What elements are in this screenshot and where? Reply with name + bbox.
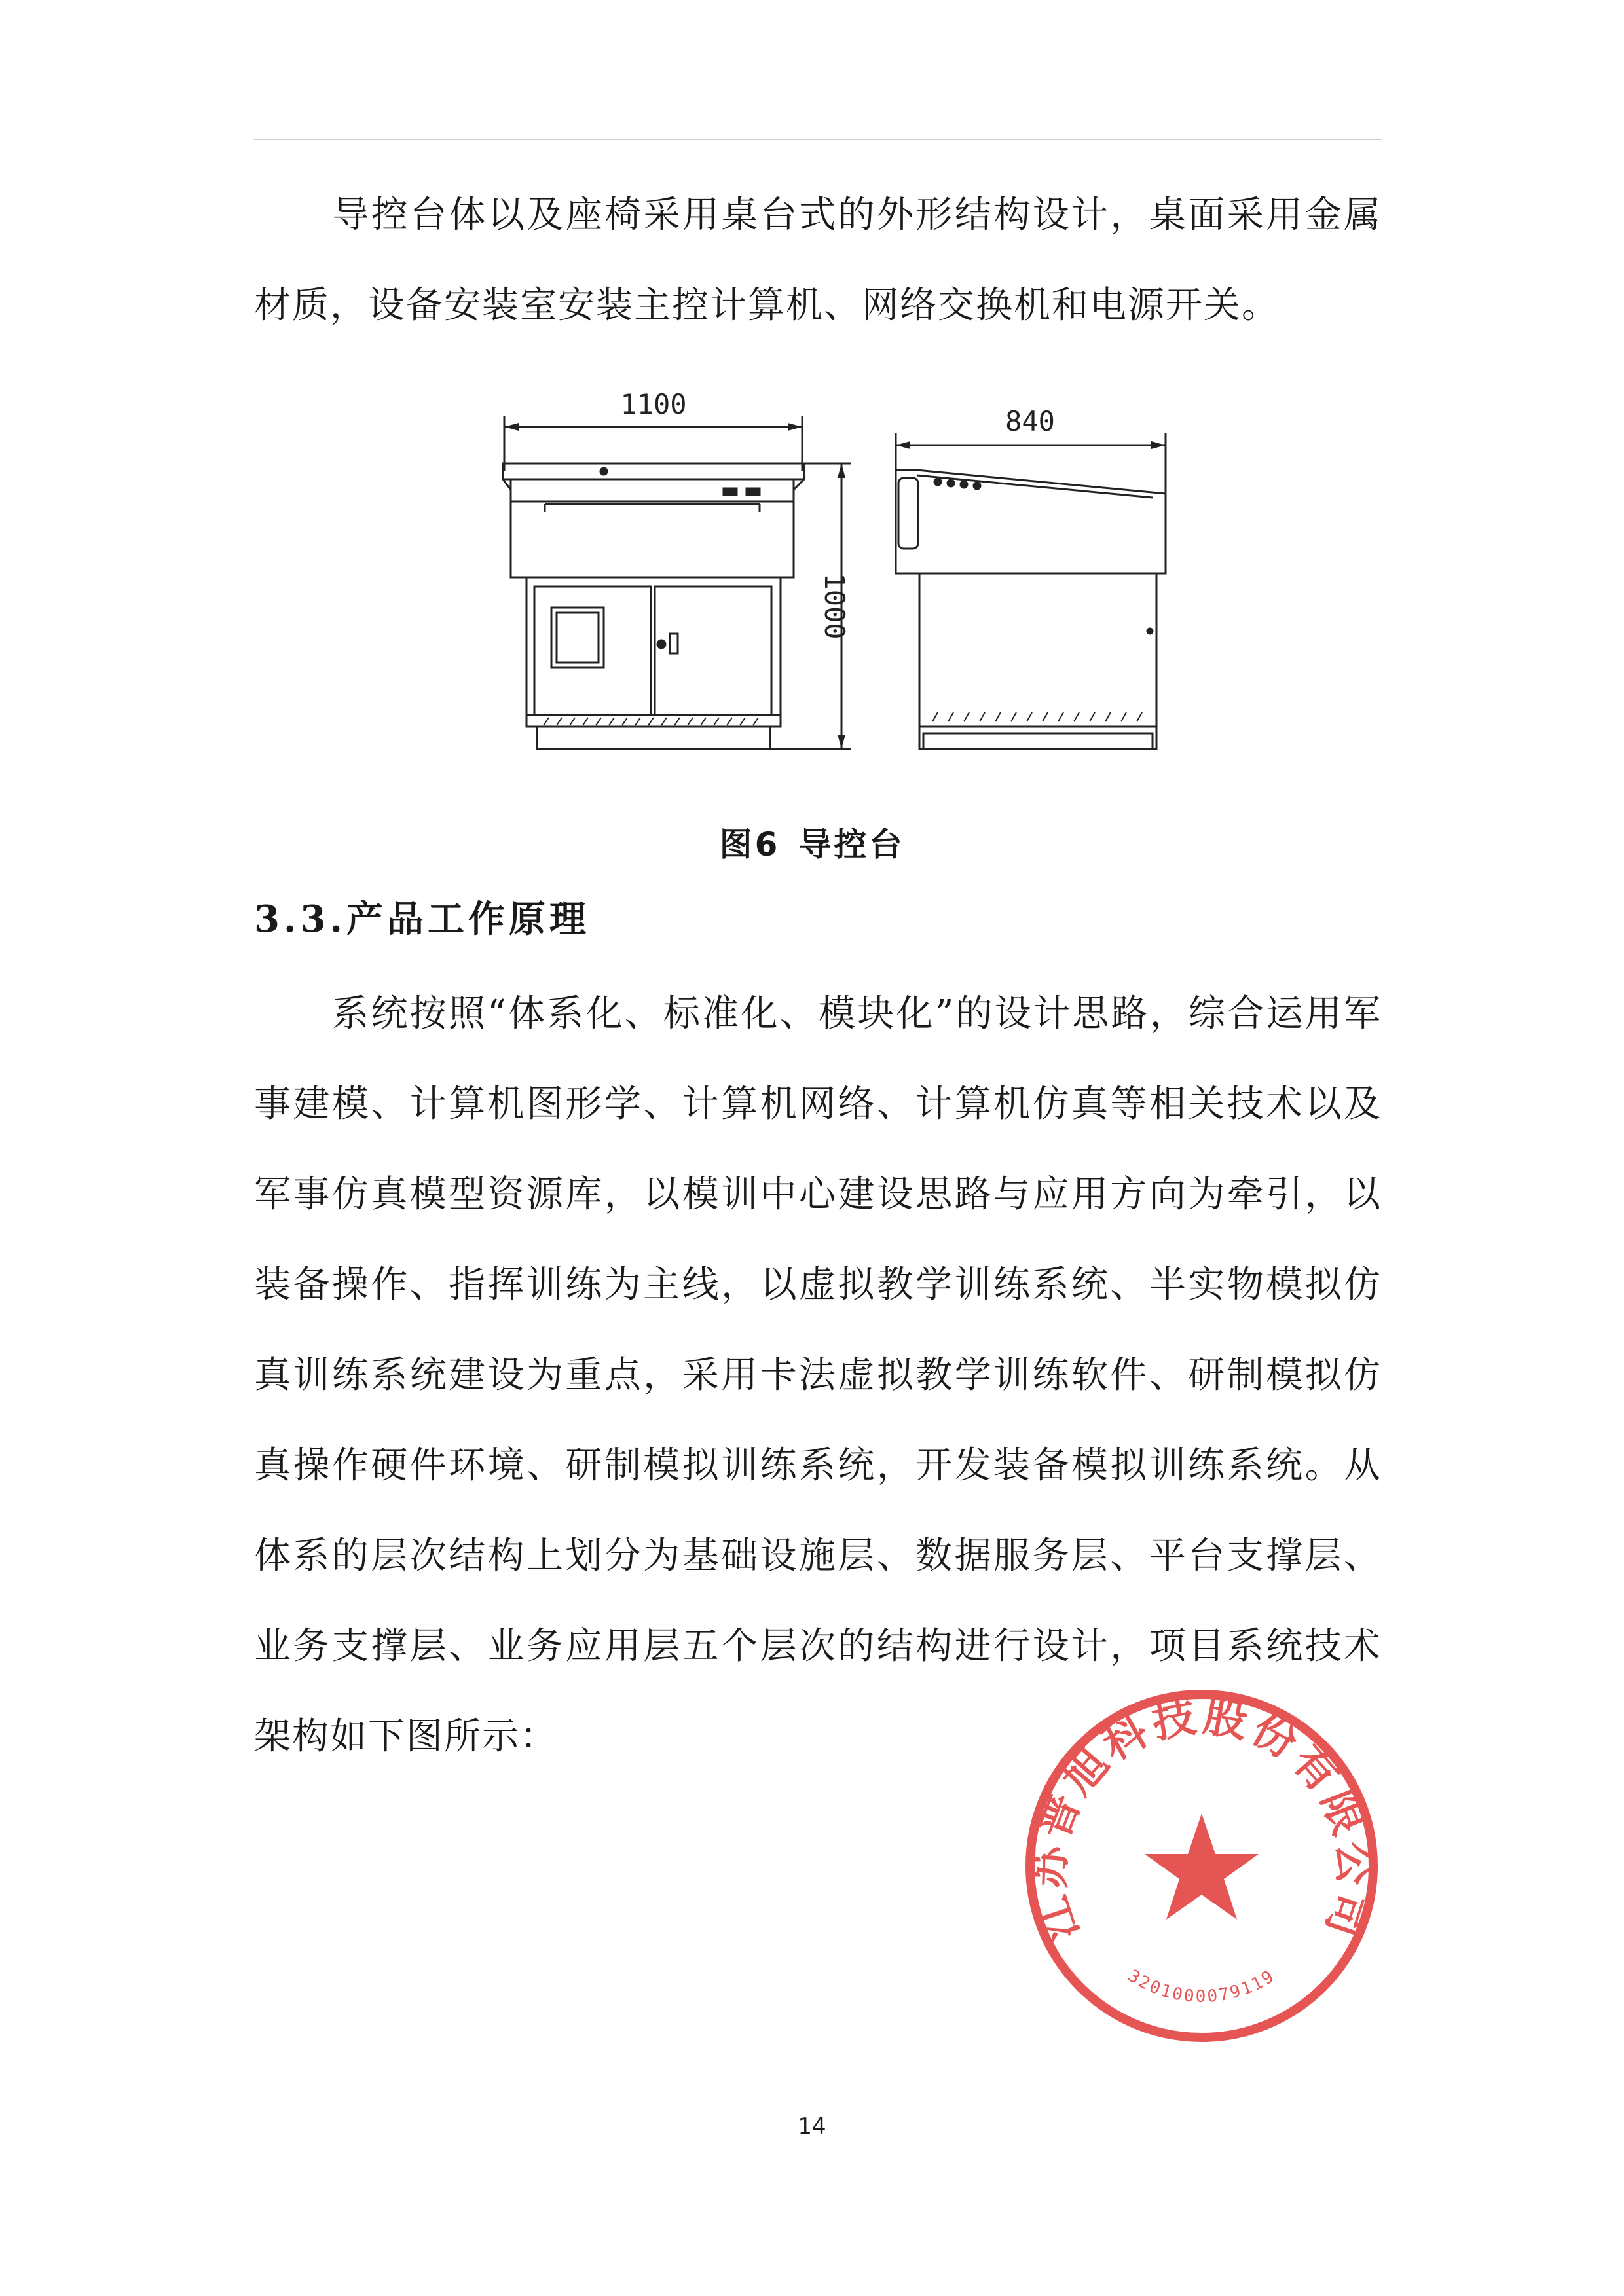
page-number: 14 [798, 2113, 826, 2140]
paragraph-console-text: 导控台体以及座椅采用桌台式的外形结构设计，桌面采用金属材质，设备安装室安装主控计算机、网络交换机和电源开关。 [254, 194, 1382, 327]
console-drawing [485, 380, 1205, 786]
paragraph-working-principle [254, 969, 1382, 1782]
caption-title: 导控台 [798, 826, 905, 864]
height-label: 1000 [819, 573, 851, 640]
svg-text:3201000079119: 3201000079119 [1124, 1966, 1279, 2007]
header-rule [254, 139, 1382, 140]
paragraph-principle-text: 系统按照“体系化、标准化、模块化”的设计思路，综合运用军事建模、计算机图形学、计算机网络、计算机仿真等相关技术以及军事仿真模型资源库，以模训中心建设思路与应用方向为牵引，以装备操作、指挥训练为主线，以虚拟教学训练系统、半实物模拟仿真训练系统建设为重点，采用卡法虚拟教学训练软件、研制模拟仿真操作硬件环境、研制模拟训练系统，开发装备模拟训练系统。从体系的层次结构上划分为基础设施层、数据服务层、平台支撑层、业务支撑层、业务应用层五个层次的结构进行设计，项目系统技术架构如下图所示： [254, 993, 1382, 1758]
side-depth-label: 840 [1005, 405, 1055, 437]
paragraph-console-description [254, 170, 1382, 351]
section-heading: 3.3.产品工作原理 [254, 898, 590, 941]
caption-number: 图6 [719, 826, 781, 864]
side-view [896, 405, 1166, 749]
figure-caption [0, 818, 1624, 866]
company-seal [1018, 1683, 1385, 2049]
front-width-label: 1100 [620, 388, 687, 420]
front-view [503, 388, 851, 749]
svg-text:江苏普旭科技股份有限公司: 江苏普旭科技股份有限公司 [1023, 1690, 1380, 1948]
